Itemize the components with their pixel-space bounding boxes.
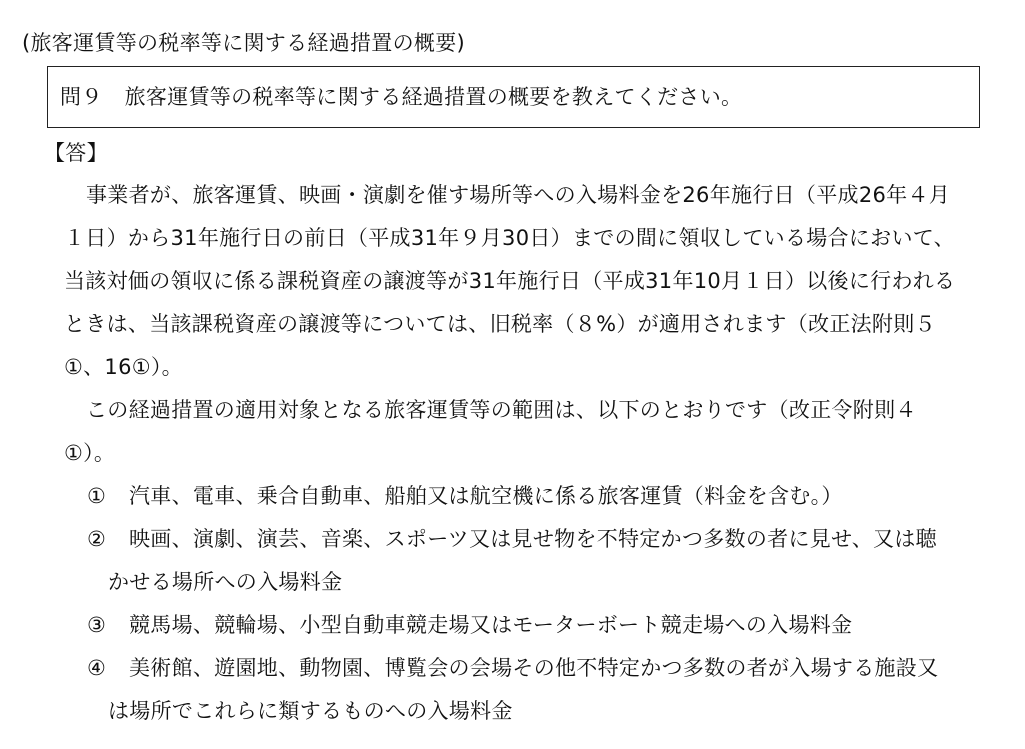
list-item-number: ④ (87, 656, 107, 680)
list-item (87, 481, 843, 511)
list-item-number: ② (87, 527, 107, 551)
question-label: 問９ (60, 85, 103, 109)
question-line (60, 82, 742, 112)
question-text: 旅客運賃等の税率等に関する経過措置の概要を教えてください。 (124, 85, 743, 109)
list-item-text: 映画、演劇、演芸、音楽、スポーツ又は見せ物を不特定かつ多数の者に見せ、又は聴 (129, 527, 937, 551)
paragraph-line: ①）。 (64, 441, 116, 465)
list-item-number: ① (87, 484, 107, 508)
paragraph-line: 当該対価の領収に係る課税資産の譲渡等が31年施行日（平成31年10月１日）以後に行われる (64, 269, 956, 293)
list-item-text: 競馬場、競輪場、小型自動車競走場又はモーターボート競走場への入場料金 (129, 613, 853, 637)
question-box (47, 66, 980, 128)
answer-label: 【答】 (44, 141, 108, 165)
paragraph-line: ①、16①）。 (64, 355, 183, 379)
list-item (87, 610, 852, 640)
paragraph-line: ときは、当該課税資産の譲渡等については、旧税率（８%）が適用されます（改正法附則５ (64, 312, 936, 336)
list-item (87, 524, 937, 554)
list-item-text: 美術館、遊園地、動物園、博覧会の会場その他不特定かつ多数の者が入場する施設又 (129, 656, 939, 680)
list-item-number: ③ (87, 613, 107, 637)
list-item-continuation: かせる場所への入場料金 (108, 570, 343, 594)
list-item-continuation: は場所でこれらに類するものへの入場料金 (108, 699, 513, 723)
section-heading: (旅客運賃等の税率等に関する経過措置の概要) (22, 31, 465, 55)
list-item (87, 653, 938, 683)
list-item-text: 汽車、電車、乗合自動車、船舶又は航空機に係る旅客運賃（料金を含む。） (129, 484, 843, 508)
paragraph-line: この経過措置の適用対象となる旅客運賃等の範囲は、以下のとおりです（改正令附則４ (86, 398, 917, 422)
paragraph-line: １日）から31年施行日の前日（平成31年９月30日）までの間に領収している場合において、 (64, 226, 955, 250)
paragraph-line: 事業者が、旅客運賃、映画・演劇を催す場所等への入場料金を26年施行日（平成26年４月 (86, 183, 951, 207)
